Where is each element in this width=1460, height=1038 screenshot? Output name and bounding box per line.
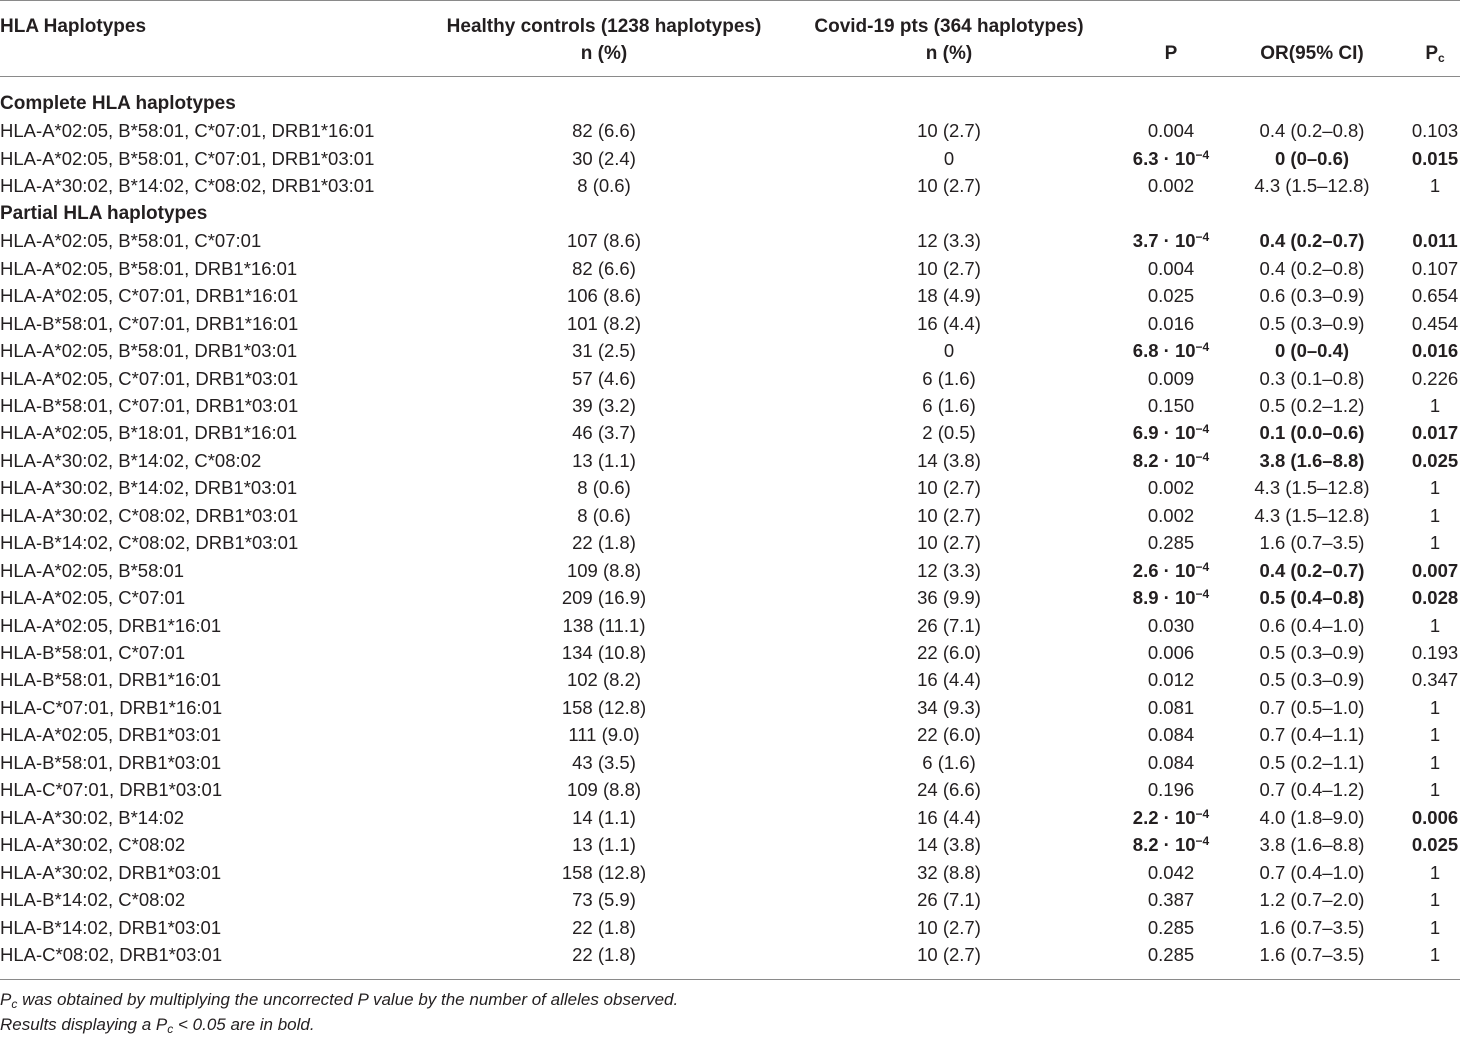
cell-controls: 8 (0.6) xyxy=(577,175,631,197)
cell-or: 0.5 (0.3–0.9) xyxy=(1259,312,1365,334)
cell-haplotype: HLA-A*02:05, C*07:01, DRB1*03:01 xyxy=(0,367,299,389)
cell-p-exponent: −4 xyxy=(1195,147,1210,162)
cell-pc: 0.654 xyxy=(1411,285,1459,307)
cell-covid: 22 (6.0) xyxy=(917,724,981,746)
cell-covid: 32 (8.8) xyxy=(917,861,981,883)
cell-covid: 24 (6.6) xyxy=(917,779,981,801)
cell-p-exponent: −4 xyxy=(1195,834,1210,849)
cell-p: 0.004 xyxy=(1147,257,1195,279)
cell-pc: 0.347 xyxy=(1411,669,1459,691)
cell-pc: 1 xyxy=(1429,861,1441,883)
cell-p xyxy=(1133,447,1209,475)
cell-pc: 0.226 xyxy=(1411,367,1459,389)
cell-controls: 82 (6.6) xyxy=(572,257,636,279)
cell-or: 3.8 (1.6–8.8) xyxy=(1259,834,1365,856)
cell-p xyxy=(1133,419,1209,447)
cell-covid: 36 (9.9) xyxy=(917,587,981,609)
cell-controls: 109 (8.8) xyxy=(566,779,642,801)
cell-p: 0.016 xyxy=(1147,312,1195,334)
footnote1-sub: c xyxy=(11,997,18,1011)
footnote-pc-definition xyxy=(0,987,678,1013)
cell-haplotype: HLA-A*02:05, B*58:01, C*07:01 xyxy=(0,230,262,252)
footnote-bold-note xyxy=(0,1012,315,1038)
cell-covid: 10 (2.7) xyxy=(917,532,981,554)
cell-pc: 1 xyxy=(1429,889,1441,911)
cell-haplotype: HLA-B*58:01, C*07:01, DRB1*16:01 xyxy=(0,312,299,334)
cell-pc: 0.011 xyxy=(1412,230,1458,252)
cell-or: 0.7 (0.4–1.0) xyxy=(1259,861,1365,883)
cell-pc: 0.007 xyxy=(1411,559,1459,581)
cell-p-exponent: −4 xyxy=(1195,587,1210,602)
cell-pc: 1 xyxy=(1429,724,1441,746)
cell-controls: 73 (5.9) xyxy=(572,889,636,911)
cell-haplotype: HLA-A*02:05, B*58:01, DRB1*03:01 xyxy=(0,340,298,362)
cell-controls: 39 (3.2) xyxy=(572,394,636,416)
cell-controls: 46 (3.7) xyxy=(572,422,636,444)
header-covid-line2: n (%) xyxy=(925,43,973,64)
cell-covid: 10 (2.7) xyxy=(917,477,981,499)
cell-or: 0.7 (0.5–1.0) xyxy=(1259,696,1365,718)
cell-or: 4.0 (1.8–9.0) xyxy=(1259,806,1365,828)
cell-p: 0.084 xyxy=(1147,724,1195,746)
footnote2-pre: Results displaying a P xyxy=(0,1015,168,1034)
cell-controls: 102 (8.2) xyxy=(566,669,642,691)
cell-covid: 10 (2.7) xyxy=(917,257,981,279)
cell-p xyxy=(1133,557,1209,585)
table-row xyxy=(0,392,1460,420)
cell-pc: 1 xyxy=(1429,175,1441,197)
header-pc xyxy=(1425,40,1444,67)
cell-p-mantissa: 8.9 · 10 xyxy=(1132,587,1196,609)
cell-or: 0.5 (0.2–1.2) xyxy=(1259,394,1365,416)
cell-controls: 22 (1.8) xyxy=(572,916,636,938)
cell-or: 0 (0–0.4) xyxy=(1274,340,1350,362)
cell-covid: 6 (1.6) xyxy=(922,367,976,389)
cell-p: 0.196 xyxy=(1147,779,1195,801)
header-pc-base: P xyxy=(1425,43,1438,64)
cell-p: 0.002 xyxy=(1147,504,1195,526)
cell-pc: 0.015 xyxy=(1411,147,1459,169)
cell-covid: 14 (3.8) xyxy=(917,834,981,856)
cell-p: 0.009 xyxy=(1147,367,1195,389)
cell-haplotype: HLA-C*07:01, DRB1*03:01 xyxy=(0,779,223,801)
cell-haplotype: HLA-A*02:05, B*58:01, C*07:01, DRB1*03:01 xyxy=(0,147,375,169)
cell-p: 0.012 xyxy=(1147,669,1195,691)
cell-or: 0.4 (0.2–0.7) xyxy=(1259,559,1365,581)
cell-or: 0.7 (0.4–1.1) xyxy=(1259,724,1365,746)
table-row xyxy=(0,859,1460,887)
cell-covid: 10 (2.7) xyxy=(917,916,981,938)
table-row xyxy=(0,227,1460,255)
cell-pc: 1 xyxy=(1429,943,1441,965)
cell-pc: 0.028 xyxy=(1411,587,1459,609)
cell-p: 0.002 xyxy=(1147,477,1195,499)
cell-pc: 1 xyxy=(1429,696,1441,718)
cell-controls: 134 (10.8) xyxy=(561,642,647,663)
table-row xyxy=(0,282,1460,310)
cell-haplotype: HLA-A*30:02, B*14:02, C*08:02 xyxy=(0,449,262,471)
cell-p: 0.025 xyxy=(1147,285,1195,307)
header-or: OR(95% CI) xyxy=(1260,43,1364,64)
cell-controls: 14 (1.1) xyxy=(572,806,636,828)
header-controls-line2: n (%) xyxy=(580,43,628,64)
table-row xyxy=(0,749,1460,777)
cell-or: 0.7 (0.4–1.2) xyxy=(1259,779,1365,801)
cell-p-mantissa: 6.9 · 10 xyxy=(1132,422,1196,444)
cell-p-exponent: −4 xyxy=(1195,340,1210,355)
cell-haplotype: HLA-A*30:02, C*08:02, DRB1*03:01 xyxy=(0,504,299,526)
cell-haplotype: HLA-B*14:02, DRB1*03:01 xyxy=(0,916,222,938)
cell-controls: 13 (1.1) xyxy=(572,449,636,471)
cell-covid: 10 (2.7) xyxy=(917,504,981,526)
cell-haplotype: HLA-B*58:01, C*07:01 xyxy=(0,642,186,663)
cell-p-mantissa: 8.2 · 10 xyxy=(1132,449,1196,471)
cell-p-exponent: −4 xyxy=(1195,230,1210,245)
cell-p-exponent: −4 xyxy=(1195,559,1210,574)
cell-p-mantissa: 6.8 · 10 xyxy=(1132,340,1196,362)
cell-haplotype: HLA-B*58:01, C*07:01, DRB1*03:01 xyxy=(0,394,299,416)
cell-pc: 0.454 xyxy=(1411,312,1459,334)
cell-pc: 1 xyxy=(1429,751,1441,773)
cell-haplotype: HLA-A*02:05, B*18:01, DRB1*16:01 xyxy=(0,422,298,444)
cell-controls: 57 (4.6) xyxy=(572,367,636,389)
cell-haplotype: HLA-A*30:02, C*08:02 xyxy=(0,834,186,856)
cell-haplotype: HLA-B*58:01, DRB1*03:01 xyxy=(0,751,222,773)
cell-covid: 16 (4.4) xyxy=(917,669,981,691)
cell-controls: 13 (1.1) xyxy=(572,834,636,856)
cell-or: 0.3 (0.1–0.8) xyxy=(1259,367,1365,389)
table-row xyxy=(0,145,1460,173)
cell-haplotype: HLA-C*07:01, DRB1*16:01 xyxy=(0,696,223,718)
cell-p xyxy=(1133,145,1209,173)
cell-pc: 1 xyxy=(1429,504,1441,526)
cell-or: 0 (0–0.6) xyxy=(1274,147,1350,169)
cell-covid: 12 (3.3) xyxy=(917,230,981,252)
section-title: Complete HLA haplotypes xyxy=(0,93,236,114)
cell-controls: 8 (0.6) xyxy=(577,477,631,499)
cell-or: 0.5 (0.2–1.1) xyxy=(1259,751,1365,773)
cell-p-exponent: −4 xyxy=(1195,806,1210,821)
table-row xyxy=(0,612,1460,640)
cell-haplotype: HLA-A*02:05, B*58:01, DRB1*16:01 xyxy=(0,257,298,279)
cell-pc: 0.025 xyxy=(1411,449,1459,471)
table-row xyxy=(0,337,1460,365)
header-p: P xyxy=(1164,43,1178,64)
cell-or: 4.3 (1.5–12.8) xyxy=(1254,175,1370,197)
cell-p xyxy=(1133,584,1209,612)
cell-p xyxy=(1133,831,1209,859)
cell-or: 0.1 (0.0–0.6) xyxy=(1259,422,1365,444)
table-top-rule xyxy=(0,0,1460,1)
table-row xyxy=(0,310,1460,338)
header-covid xyxy=(814,13,1083,67)
cell-covid: 6 (1.6) xyxy=(922,394,976,416)
cell-haplotype: HLA-B*58:01, DRB1*16:01 xyxy=(0,669,222,691)
cell-or: 0.5 (0.4–0.8) xyxy=(1259,587,1365,609)
cell-or: 4.3 (1.5–12.8) xyxy=(1254,477,1370,499)
cell-pc: 0.107 xyxy=(1411,257,1459,279)
table-row xyxy=(0,721,1460,749)
cell-controls: 8 (0.6) xyxy=(577,504,631,526)
cell-pc: 1 xyxy=(1429,532,1441,554)
cell-covid: 10 (2.7) xyxy=(917,120,981,142)
cell-covid: 22 (6.0) xyxy=(917,642,981,663)
table-row xyxy=(0,914,1460,942)
header-controls xyxy=(447,13,762,67)
cell-haplotype: HLA-A*30:02, B*14:02 xyxy=(0,806,185,828)
cell-pc: 1 xyxy=(1429,394,1441,416)
cell-or: 1.6 (0.7–3.5) xyxy=(1259,943,1365,965)
table-bottom-rule xyxy=(0,979,1460,980)
cell-controls: 106 (8.6) xyxy=(566,285,642,307)
cell-covid: 0 xyxy=(943,340,955,362)
cell-p: 0.084 xyxy=(1147,751,1195,773)
cell-pc: 0.193 xyxy=(1411,642,1459,663)
cell-p: 0.285 xyxy=(1147,916,1195,938)
cell-p xyxy=(1133,804,1209,832)
table-row xyxy=(0,776,1460,804)
cell-controls: 82 (6.6) xyxy=(572,120,636,142)
cell-haplotype: HLA-A*02:05, B*58:01, C*07:01, DRB1*16:01 xyxy=(0,120,375,142)
cell-haplotype: HLA-A*02:05, DRB1*16:01 xyxy=(0,614,222,636)
cell-controls: 158 (12.8) xyxy=(561,861,647,883)
cell-controls: 22 (1.8) xyxy=(572,532,636,554)
cell-covid: 12 (3.3) xyxy=(917,559,981,581)
table-row xyxy=(0,694,1460,722)
cell-p: 0.285 xyxy=(1147,943,1195,965)
cell-p-mantissa: 2.6 · 10 xyxy=(1132,559,1196,581)
cell-covid: 0 xyxy=(943,147,955,169)
footnote1-pre: P xyxy=(0,990,12,1009)
header-haplotypes: HLA Haplotypes xyxy=(0,16,147,37)
cell-or: 1.6 (0.7–3.5) xyxy=(1259,916,1365,938)
cell-controls: 22 (1.8) xyxy=(572,943,636,965)
cell-p-mantissa: 3.7 · 10 xyxy=(1132,230,1196,252)
cell-or: 0.5 (0.3–0.9) xyxy=(1259,642,1365,663)
cell-p xyxy=(1133,227,1209,255)
cell-controls: 30 (2.4) xyxy=(572,147,636,169)
header-pc-sub: c xyxy=(1438,51,1445,65)
cell-or: 1.2 (0.7–2.0) xyxy=(1259,889,1365,911)
cell-or: 1.6 (0.7–3.5) xyxy=(1259,532,1365,554)
cell-controls: 43 (3.5) xyxy=(572,751,636,773)
cell-p-exponent: −4 xyxy=(1195,422,1210,437)
cell-haplotype: HLA-C*08:02, DRB1*03:01 xyxy=(0,943,223,965)
header-controls-line1: Healthy controls (1238 haplotypes) xyxy=(446,16,762,37)
cell-p xyxy=(1133,337,1209,365)
cell-p-exponent: −4 xyxy=(1195,449,1210,464)
cell-p: 0.006 xyxy=(1147,642,1195,663)
cell-haplotype: HLA-A*02:05, C*07:01, DRB1*16:01 xyxy=(0,285,299,307)
table-row xyxy=(0,365,1460,393)
cell-p: 0.150 xyxy=(1147,394,1195,416)
cell-covid: 26 (7.1) xyxy=(917,889,981,911)
cell-p-mantissa: 2.2 · 10 xyxy=(1132,806,1196,828)
table-row xyxy=(0,886,1460,914)
cell-or: 0.6 (0.3–0.9) xyxy=(1259,285,1365,307)
cell-controls: 101 (8.2) xyxy=(566,312,642,334)
cell-pc: 1 xyxy=(1429,614,1441,636)
cell-haplotype: HLA-A*30:02, B*14:02, DRB1*03:01 xyxy=(0,477,298,499)
footnote1-post: was obtained by multiplying the uncorrected P value by the number of alleles observed. xyxy=(17,990,679,1009)
cell-controls: 31 (2.5) xyxy=(572,340,636,362)
cell-covid: 16 (4.4) xyxy=(917,312,981,334)
table-row xyxy=(0,172,1460,200)
cell-p: 0.042 xyxy=(1147,861,1195,883)
cell-p: 0.387 xyxy=(1147,889,1195,911)
section-title: Partial HLA haplotypes xyxy=(0,202,208,224)
cell-pc: 0.017 xyxy=(1411,422,1459,444)
cell-pc: 0.016 xyxy=(1411,340,1459,362)
table-row xyxy=(0,584,1460,612)
cell-haplotype: HLA-A*30:02, DRB1*03:01 xyxy=(0,861,222,883)
cell-pc: 0.103 xyxy=(1411,120,1459,142)
cell-haplotype: HLA-A*30:02, B*14:02, C*08:02, DRB1*03:01 xyxy=(0,175,375,197)
table-row xyxy=(0,831,1460,859)
cell-or: 0.4 (0.2–0.7) xyxy=(1259,230,1365,252)
cell-pc: 1 xyxy=(1429,477,1441,499)
cell-p: 0.004 xyxy=(1147,120,1195,142)
cell-covid: 10 (2.7) xyxy=(917,175,981,197)
cell-or: 0.5 (0.3–0.9) xyxy=(1259,669,1365,691)
cell-covid: 16 (4.4) xyxy=(917,806,981,828)
table-row xyxy=(0,639,1460,667)
cell-pc: 1 xyxy=(1429,916,1441,938)
table-row xyxy=(0,666,1460,694)
cell-haplotype: HLA-B*14:02, C*08:02 xyxy=(0,889,186,911)
table-row xyxy=(0,941,1460,969)
cell-covid: 34 (9.3) xyxy=(917,696,981,718)
cell-or: 0.6 (0.4–1.0) xyxy=(1259,614,1365,636)
cell-covid: 2 (0.5) xyxy=(922,422,976,444)
cell-haplotype: HLA-A*02:05, B*58:01 xyxy=(0,559,185,581)
cell-or: 3.8 (1.6–8.8) xyxy=(1259,449,1365,471)
cell-covid: 18 (4.9) xyxy=(917,285,981,307)
table-row xyxy=(0,447,1460,475)
cell-p: 0.285 xyxy=(1147,532,1195,554)
cell-controls: 138 (11.1) xyxy=(562,614,646,636)
cell-covid: 14 (3.8) xyxy=(917,449,981,471)
cell-p-mantissa: 8.2 · 10 xyxy=(1132,834,1196,856)
cell-haplotype: HLA-B*14:02, C*08:02, DRB1*03:01 xyxy=(0,532,299,554)
cell-p: 0.002 xyxy=(1147,175,1195,197)
cell-controls: 158 (12.8) xyxy=(561,696,647,718)
cell-pc: 0.025 xyxy=(1411,834,1459,856)
table-row xyxy=(0,255,1460,283)
footnote2-post: < 0.05 are in bold. xyxy=(173,1015,315,1034)
cell-controls: 111 (9.0) xyxy=(568,724,640,746)
cell-or: 0.4 (0.2–0.8) xyxy=(1259,257,1365,279)
footnote2-sub: c xyxy=(167,1022,174,1036)
cell-p: 0.030 xyxy=(1147,614,1195,636)
table-row xyxy=(0,529,1460,557)
cell-haplotype: HLA-A*02:05, C*07:01 xyxy=(0,587,186,609)
header-covid-line1: Covid-19 pts (364 haplotypes) xyxy=(814,16,1084,37)
cell-haplotype: HLA-A*02:05, DRB1*03:01 xyxy=(0,724,222,746)
cell-controls: 209 (16.9) xyxy=(561,587,647,609)
table-row xyxy=(0,557,1460,585)
cell-covid: 26 (7.1) xyxy=(917,614,981,636)
table-row xyxy=(0,474,1460,502)
table-row xyxy=(0,419,1460,447)
cell-covid: 6 (1.6) xyxy=(922,751,976,773)
cell-pc: 1 xyxy=(1429,779,1441,801)
header-bottom-rule xyxy=(0,76,1460,77)
cell-covid: 10 (2.7) xyxy=(917,943,981,965)
cell-or: 4.3 (1.5–12.8) xyxy=(1254,504,1370,526)
cell-controls: 107 (8.6) xyxy=(566,230,642,252)
cell-controls: 109 (8.8) xyxy=(566,559,642,581)
table-row xyxy=(0,502,1460,530)
cell-p-mantissa: 6.3 · 10 xyxy=(1132,147,1196,169)
cell-or: 0.4 (0.2–0.8) xyxy=(1259,120,1365,142)
cell-p: 0.081 xyxy=(1147,696,1195,718)
cell-pc: 0.006 xyxy=(1411,806,1459,828)
table-row xyxy=(0,804,1460,832)
table-row xyxy=(0,117,1460,145)
